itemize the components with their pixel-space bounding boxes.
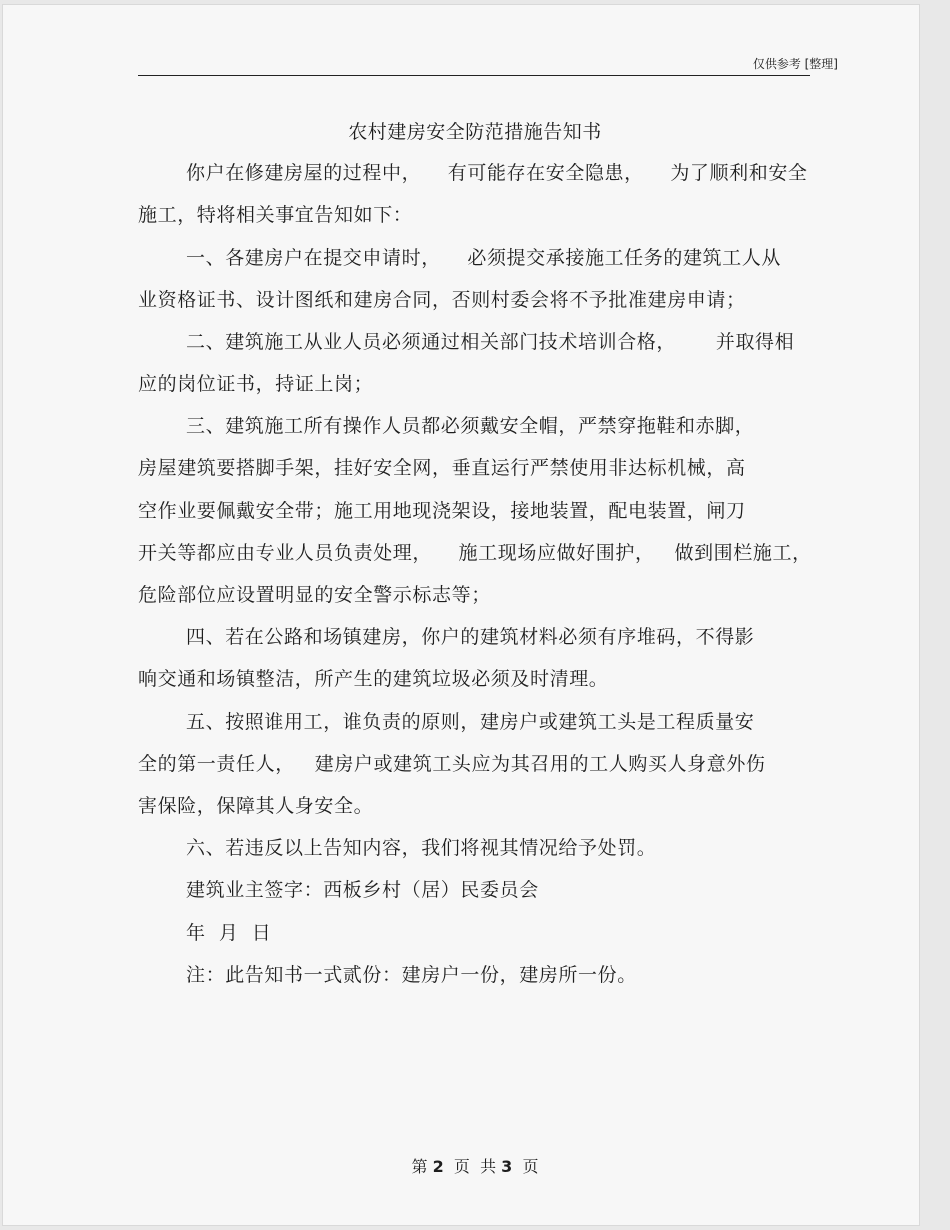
date-line: 年 月 日 [186,922,272,944]
body-line: 业资格证书、设计图纸和建房合同，否则村委会将不予批准建房申请； [138,289,746,311]
body-line: 六、若违反以上告知内容，我们将视其情况给予处罚。 [186,837,657,859]
page-footer [0,1154,950,1177]
body-line: 响交通和场镇整洁，所产生的建筑垃圾必须及时清理。 [138,668,609,690]
document-title: 农村建房安全防范措施告知书 [348,121,602,143]
body-line: 开关等都应由专业人员负责处理， 施工现场应做好围护， 做到围栏施工， [138,542,812,564]
body-line: 房屋建筑要搭脚手架，挂好安全网，垂直运行严禁使用非达标机械，高 [138,457,746,479]
footer-middle: 页 共 [443,1157,502,1176]
note-line: 注：此告知书一式贰份：建房户一份，建房所一份。 [186,964,637,986]
body-line: 五、按照谁用工，谁负责的原则，建房户或建筑工头是工程质量安 [186,711,755,733]
body-line: 应的岗位证书，持证上岗； [138,373,374,395]
body-line: 一、各建房户在提交申请时， 必须提交承接施工任务的建筑工人从 [186,247,781,269]
body-line: 全的第一责任人， 建房户或建筑工头应为其召用的工人购买人身意外伤 [138,753,766,775]
header-note: 仅供参考 [整理] [752,57,838,71]
header-rule [138,75,810,76]
body-line: 二、建筑施工从业人员必须通过相关部门技术培训合格， 并取得相 [186,331,795,353]
signature-line: 建筑业主签字：西板乡村（居）民委员会 [186,879,539,901]
current-page-number: 2 [432,1157,444,1176]
body-line: 施工，特将相关事宜告知如下： [138,204,413,226]
footer-prefix: 第 [411,1157,433,1176]
body-line: 你户在修建房屋的过程中， 有可能存在安全隐患， 为了顺利和安全 [186,162,808,184]
footer-suffix: 页 [512,1157,539,1176]
body-line: 四、若在公路和场镇建房，你户的建筑材料必须有序堆码，不得影 [186,626,755,648]
body-line: 害保险，保障其人身安全。 [138,795,374,817]
body-line: 空作业要佩戴安全带；施工用地现浇架设，接地装置，配电装置，闸刀 [138,500,746,522]
document-page [2,4,920,1226]
body-line: 三、建筑施工所有操作人员都必须戴安全帽，严禁穿拖鞋和赤脚， [186,415,755,437]
total-pages-number: 3 [501,1157,513,1176]
body-line: 危险部位应设置明显的安全警示标志等； [138,584,491,606]
